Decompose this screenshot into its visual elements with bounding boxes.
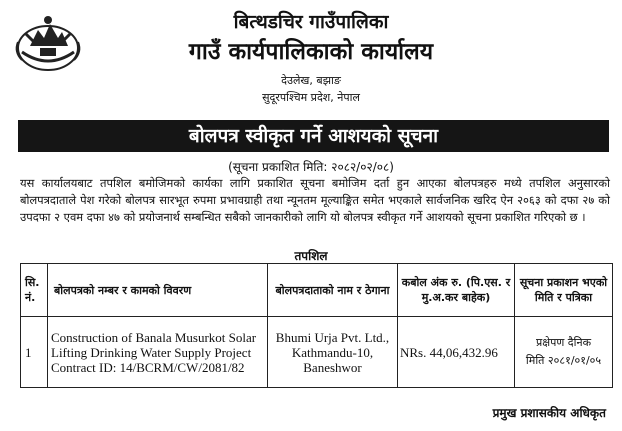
- bidder-name: Bhumi Urja Pvt. Ltd.,: [275, 329, 390, 345]
- bidder-city: Kathmandu-10,: [291, 344, 374, 360]
- table-header-row: [21, 264, 613, 317]
- published-date: (सूचना प्रकाशित मिति: २०८२/०२/०८): [228, 160, 394, 174]
- signoff-title: प्रमुख प्रशासकीय अधिकृत: [492, 406, 606, 420]
- address-line-2: सुदूरपश्चिम प्रदेश, नेपाल: [262, 91, 360, 104]
- row-amount: NRs. 44,06,432.96: [398, 317, 515, 388]
- publication-paper: प्रक्षेपण दैनिक: [535, 336, 592, 349]
- bidder-area: Baneshwor: [303, 359, 362, 375]
- notice-title-banner: बोलपत्र स्वीकृत गर्ने आशयको सूचना: [18, 120, 609, 152]
- header-amount: कबोल अंक रु. (पि.एस. र मु.अ.कर बाहेक): [398, 264, 515, 317]
- row-description: Construction of Banala Musurkot Solar Lifting Drinking Water Supply Project Contract ID: 14/BCRM/CW/2081/82: [48, 317, 268, 388]
- bid-details-table: [20, 263, 613, 388]
- table-row: [21, 317, 613, 388]
- header-bidder: बोलपत्रदाताको नाम र ठेगाना: [268, 264, 398, 317]
- row-bidder: [268, 317, 398, 388]
- notice-body: यस कार्यालयबाट तपशिल बमोजिमको कार्यका लागि प्रकाशित सूचना बमोजिम दर्ता हुन आएका बोलपत्रहरु मध्ये तपशिल अनुसारको बोलपत्रदाताले पेश गरेको बोलपत्र सारभूत रुपमा प्रभावग्राही तथा न्यूनतम मूल्याङ्कित समेत भएकाले सार्वजनिक खरिद ऐन २०६३ को दफा २७ को उपदफा २ एवम दफा ४७ को प्रयोजनार्थ सम्बन्धित सबैको जानकारीको लागि यो बोलपत्र स्वीकृत गर्ने आशयको सूचना प्रकाशित गरिएको छ ।: [20, 176, 610, 224]
- address-line-1: देउलेख, बझाङ: [281, 74, 341, 87]
- office-name: गाउँ कार्यपालिकाको कार्यालय: [188, 39, 434, 65]
- publication-date: मिति २०८१/०१/०५: [525, 354, 602, 367]
- section-heading: तपशिल: [294, 249, 328, 263]
- row-publication: [515, 317, 613, 388]
- row-sn: 1: [21, 317, 48, 388]
- municipality-name: बित्थडचिर गाउँपालिका: [233, 11, 389, 33]
- header-description: बोलपत्रको नम्बर र कामको विवरण: [48, 264, 268, 317]
- header-sn: सि. नं.: [21, 264, 48, 317]
- header-publication: सूचना प्रकाशन भएको मिति र पत्रिका: [515, 264, 613, 317]
